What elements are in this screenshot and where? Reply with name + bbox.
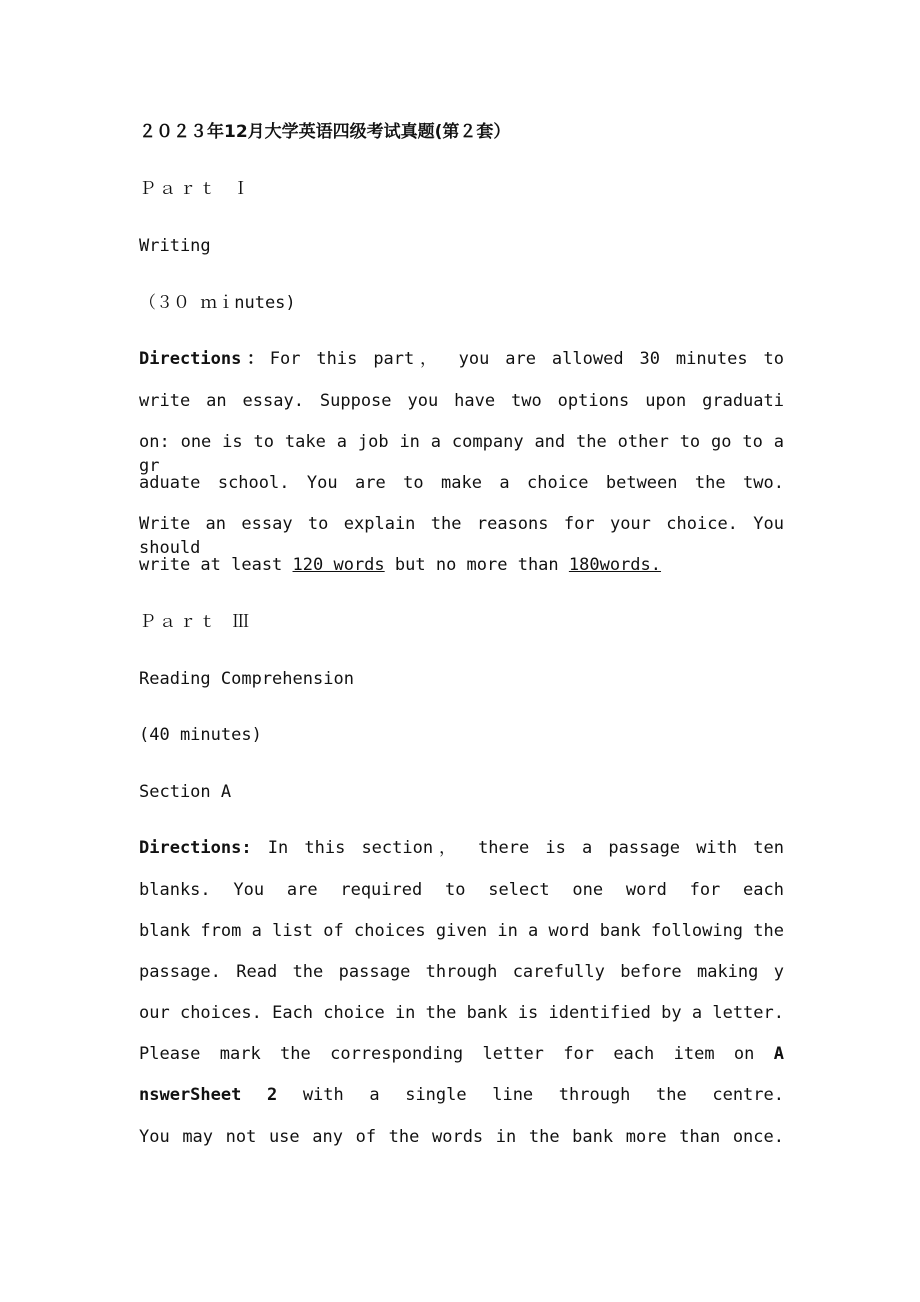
reading-time: (40 minutes) [139,725,262,745]
directions-label-2: Directions: [139,838,252,858]
writing-heading: Writing [139,236,211,256]
directions-label: Directions： [139,349,270,369]
part-one-heading: Ｐａｒｔ Ｉ [139,179,253,199]
reading-directions-line-6: Please mark the corresponding letter for each item on A [139,1044,784,1064]
reading-directions-line-5: our choices. Each choice in the bank is identified by a letter. [139,1003,784,1023]
writing-directions-line-6: write at least 120 words but no more than 180words. [139,555,662,575]
writing-directions-line-3: on: one is to take a job in a company and the other to go to a gr [139,432,784,476]
writing-directions-line-5: Write an essay to explain the reasons for your choice. You should [139,514,784,558]
writing-directions-line-1: Directions：For this part， you are allowed 30 minutes to [139,349,784,369]
part-three-heading: Ｐａｒｔ Ⅲ [139,612,253,632]
reading-directions-line-3: blank from a list of choices given in a word bank following the [139,921,784,941]
reading-heading: Reading Comprehension [139,669,354,689]
reading-directions-line-4: passage. Read the passage through carefully before making y [139,962,784,982]
answer-sheet-label: nswerSheet 2 [139,1085,278,1105]
reading-directions-line-7: nswerSheet 2 with a single line through the centre. [139,1085,784,1105]
min-words: 120 words [292,555,385,575]
reading-directions-line-1: Directions: In this section， there is a passage with ten [139,838,784,858]
document-title: ２０２３年12月大学英语四级考试真题(第２套） [139,122,511,142]
reading-directions-line-2: blanks. You are required to select one word for each [139,880,784,900]
writing-time: （３０ ｍｉnutes) [139,293,296,313]
writing-directions-line-2: write an essay. Suppose you have two options upon graduati [139,391,784,411]
section-a-heading: Section A [139,782,232,802]
max-words: 180words. [568,555,662,575]
writing-directions-line-4: aduate school. You are to make a choice between the two. [139,473,784,493]
reading-directions-line-8: You may not use any of the words in the bank more than once. [139,1127,784,1147]
